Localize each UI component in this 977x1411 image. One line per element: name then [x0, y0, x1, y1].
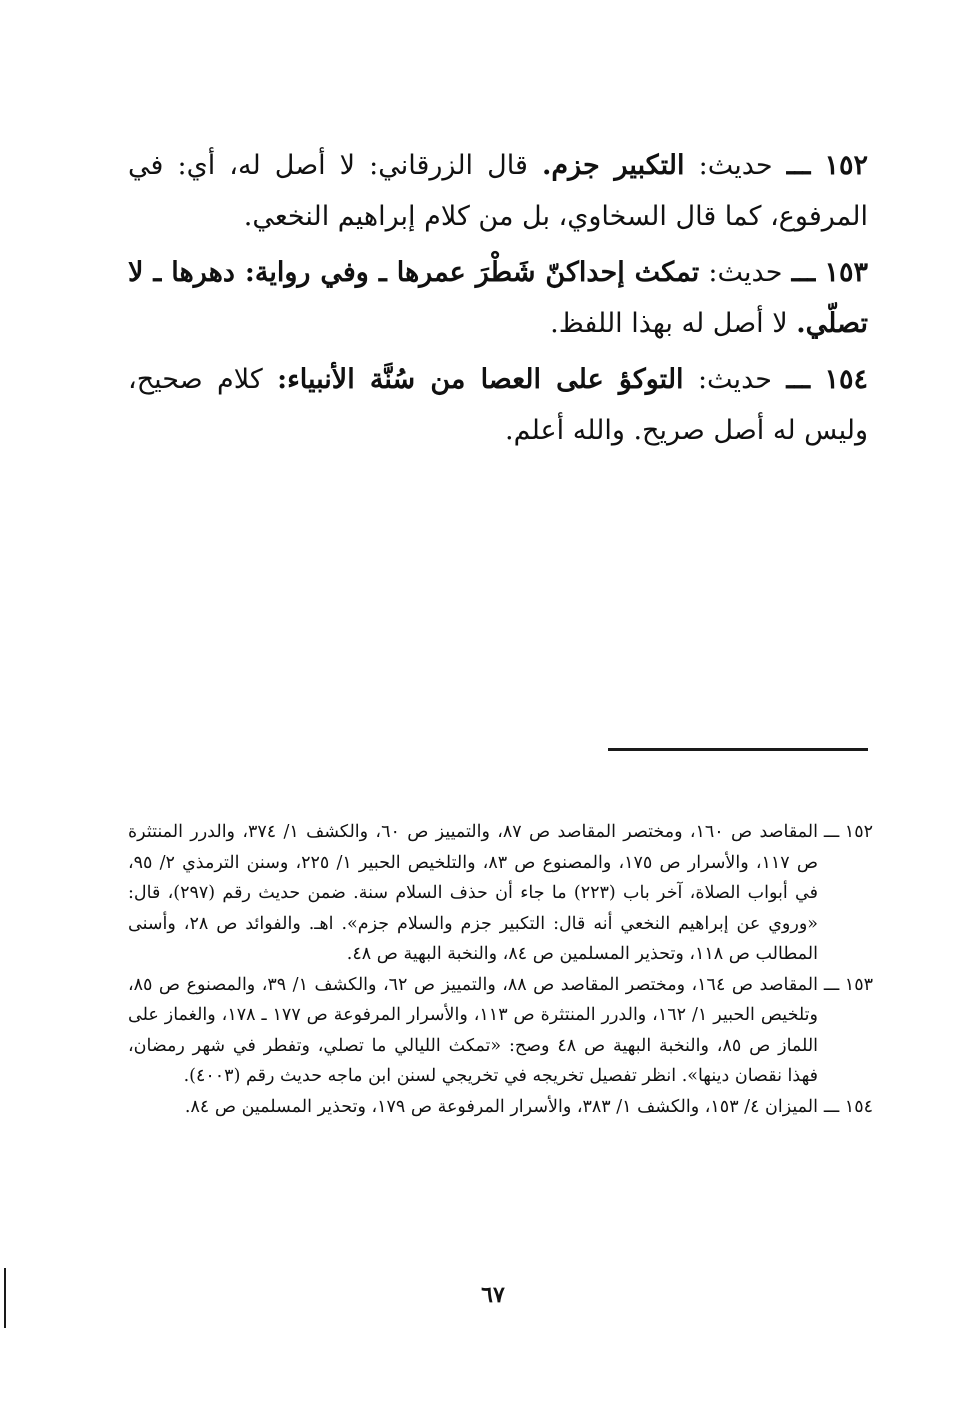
page-number: ٦٧ [481, 1282, 505, 1308]
entry-separator: ـــ [786, 150, 811, 181]
footnote-153 [128, 970, 873, 1092]
entry-number: ١٥٤ [824, 364, 868, 395]
entry-label: حديث: [708, 257, 783, 288]
entry-label: حديث: [697, 364, 772, 395]
main-text [128, 140, 868, 461]
footnote-152 [128, 817, 873, 970]
entry-number: ١٥٣ [824, 257, 868, 288]
footnote-divider [608, 748, 868, 751]
entry-heading: تمكث إحداكنّ شَطْرَ عمرها ـ وفي رواية: دهرها ـ لا تصلّي. [128, 257, 868, 339]
hadith-entry-152 [128, 140, 868, 242]
hadith-entry-154 [128, 354, 868, 456]
footnote-154 [128, 1092, 873, 1123]
entry-text: لا أصل له بهذا اللفظ. [550, 308, 788, 339]
page-edge-mark [4, 1268, 6, 1328]
footnote-text: المقاصد ص ١٦٠، ومختصر المقاصد ص ٨٧، والتمييز ص ٦٠، والكشف ١/ ٣٧٤، والدرر المنتثرة ص ١١٧، والأسرار ص ١٧٥، والمصنوع ص ٨٣، والتلخيص الحبير ١/ ٢٢٥، وسنن الترمذي ٢/ ٩٥، في أبواب الصلاة، آخر باب (٢٢٣) ما جاء أن حذف السلام سنة. ضمن حديث رقم (٢٩٧)، قال: «وروي عن إبراهيم النخعي أنه قال: التكبير جزم والسلام جزم». اهـ. والفوائد ص ٢٨، وأسنى المطالب ص ١١٨، وتحذير المسلمين ص ٨٤، والنخبة البهية ص ٤٨. [128, 822, 818, 964]
footnote-number: ١٥٤ ـــ [823, 1096, 873, 1117]
hadith-entry-153 [128, 247, 868, 349]
entry-separator: ـــ [791, 257, 816, 288]
footnotes [128, 817, 873, 1122]
entry-text: قال الزرقاني: لا أصل له، أي: في المرفوع، كما قال السخاوي، بل من كلام إبراهيم النخعي. [128, 150, 868, 232]
footnote-text: المقاصد ص ١٦٤، ومختصر المقاصد ص ٨٨، والتمييز ص ٦٢، والكشف ١/ ٣٩، والمصنوع ص ٨٥، وتلخيص الحبير ١/ ١٦٢، والدرر المنتثرة ص ١١٣، والأسرار المرفوعة ص ١٧٧ ـ ١٧٨، والغماز على اللماز ص ٨٥، والنخبة البهية ص ٤٨ وصح: «تمكث الليالي ما تصلي، وتفطر في شهر رمضان، فهذا نقصان دينها». انظر تفصيل تخريجه في تخريجي لسنن ابن ماجه حديث رقم (٤٠٠٣). [128, 974, 819, 1086]
entry-label: حديث: [698, 150, 773, 181]
entry-heading: التكبير جزم. [541, 150, 685, 181]
entry-text: كلام صحيح، وليس له أصل صريح. والله أعلم. [128, 364, 868, 446]
entry-number: ١٥٢ [824, 150, 869, 181]
footnote-number: ١٥٣ ـــ [823, 974, 873, 995]
entry-heading: التوكؤ على العصا من سُنَّة الأنبياء: [277, 364, 684, 395]
footnote-number: ١٥٢ ـــ [823, 822, 873, 842]
footnote-text: الميزان ٤/ ١٥٣، والكشف ١/ ٣٨٣، والأسرار المرفوعة ص ١٧٩، وتحذير المسلمين ص ٨٤. [184, 1096, 818, 1117]
entry-separator: ـــ [786, 364, 811, 395]
